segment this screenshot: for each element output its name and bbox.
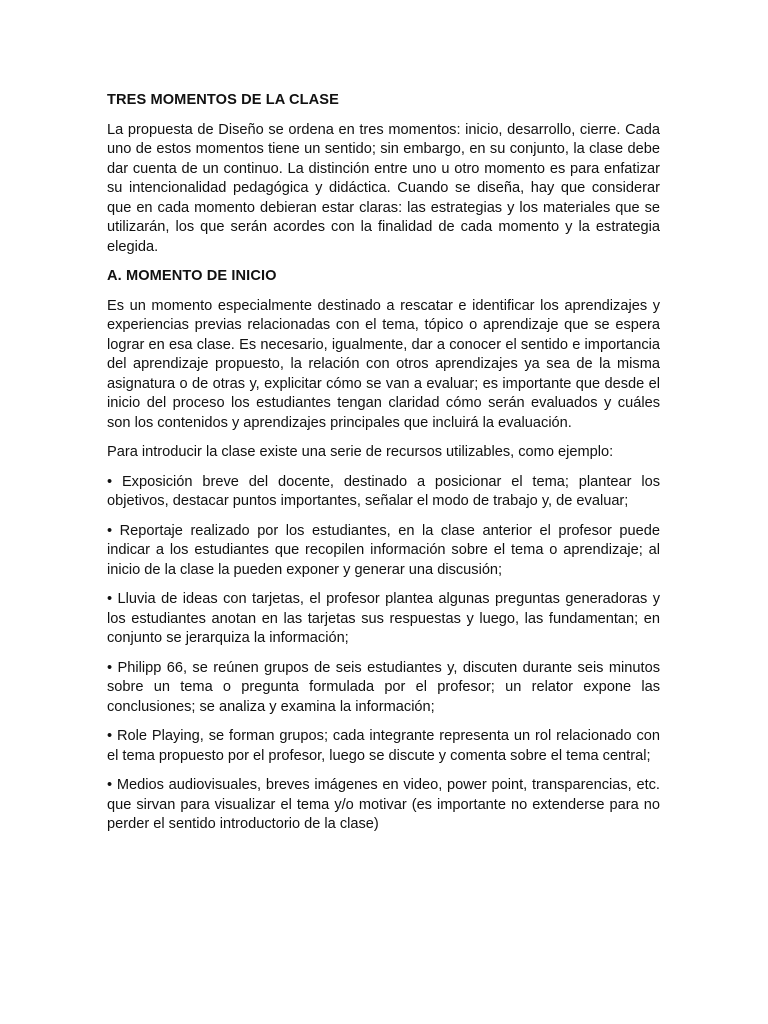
bullet-item: • Medios audiovisuales, breves imágenes en video, power point, transparencias, etc. que sirvan para visualizar el tema y/o motivar (es importante no extenderse para no perder el sentido introductorio de la clase) bbox=[107, 777, 660, 832]
bullet-item: • Exposición breve del docente, destinado a posicionar el tema; plantear los objetivos, destacar puntos importantes, señalar el modo de trabajo y, de evaluar; bbox=[107, 473, 660, 509]
bullet-item: • Role Playing, se forman grupos; cada integrante representa un rol relacionado con el tema propuesto por el profesor, luego se discute y comenta sobre el tema central; bbox=[107, 728, 660, 764]
bullet-item: • Lluvia de ideas con tarjetas, el profesor plantea algunas preguntas generadoras y los estudiantes anotan en las tarjetas sus respuestas y luego, las fundamentan; en conjunto se jerarquiza la información; bbox=[107, 591, 660, 646]
document-title: TRES MOMENTOS DE LA CLASE bbox=[107, 92, 339, 108]
section-heading-inicio: A. MOMENTO DE INICIO bbox=[107, 268, 277, 284]
section-paragraph: Es un momento especialmente destinado a rescatar e identificar los aprendizajes y experiencias previas relacionadas con el tema, tópico o aprendizaje que se espera lograr en esa clase. Es necesario, igualmente, dar a conocer el sentido e importancia del aprendizaje propuesto, la relación con otros aprendizajes ya sea de la misma asignatura o de otras y, explicitar cómo se van a evaluar; es importante que desde el inicio del proceso los estudiantes tengan claridad cómo serán evaluados y cuáles son los contenidos y aprendizajes principales que incluirá la evaluación. bbox=[107, 297, 660, 431]
section-paragraph-resources: Para introducir la clase existe una serie de recursos utilizables, como ejemplo: bbox=[107, 444, 614, 460]
bullet-item: • Philipp 66, se reúnen grupos de seis estudiantes y, discuten durante seis minutos sobre un tema o pregunta formulada por el profesor; un relator expone las conclusiones; se analiza y examina la información; bbox=[107, 659, 660, 715]
bullet-item: • Reportaje realizado por los estudiantes, en la clase anterior el profesor puede indicar a los estudiantes que recopilen información sobre el tema o aprendizaje; al inicio de la clase la pueden exponer y generar una discusión; bbox=[107, 522, 660, 578]
intro-paragraph: La propuesta de Diseño se ordena en tres momentos: inicio, desarrollo, cierre. Cada uno de estos momentos tiene un sentido; sin embargo, en su conjunto, la clase debe dar cuenta de un continuo. La distinción entre uno u otro momento es para enfatizar su intencionalidad pedagógica y didáctica. Cuando se diseña, hay que considerar que en cada momento debieran estar claras: las estrategias y los materiales que se utilizarán, los que serán acordes con la finalidad de cada momento y la estrategia elegida. bbox=[107, 121, 660, 255]
